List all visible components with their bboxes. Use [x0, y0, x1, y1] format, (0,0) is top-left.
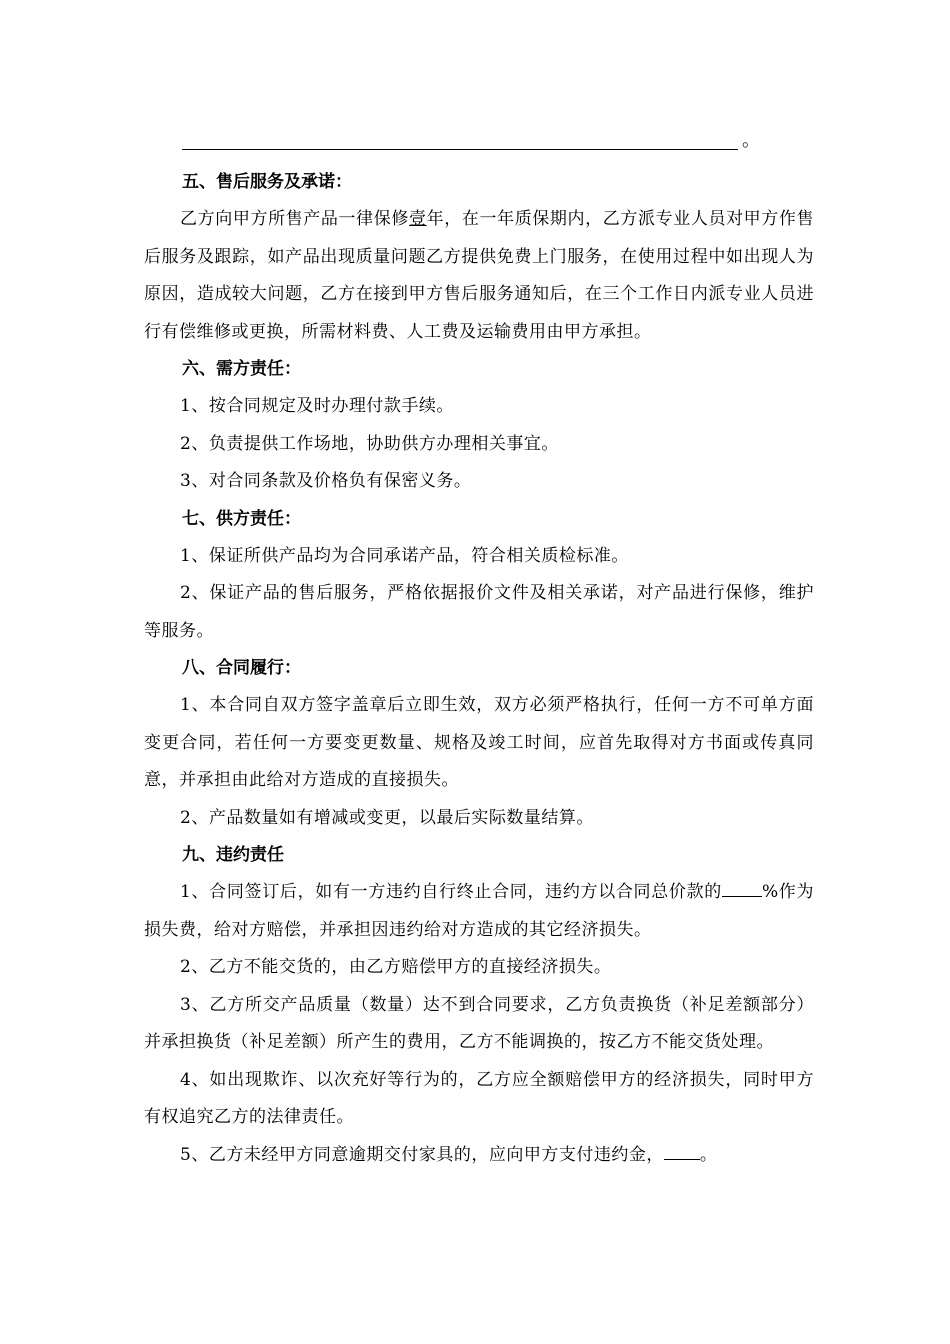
section-6-item-3: 3、对合同条款及价格负有保密义务。 — [180, 471, 472, 491]
section-9-item-4: 4、如出现欺诈、以次充好等行为的，乙方应全额赔偿甲方的经济损失，同时甲方有权追究乙方的法律责任。 — [144, 1069, 814, 1127]
section-5-paragraph — [144, 201, 814, 351]
section-5-heading: 五、售后服务及承诺： — [182, 172, 352, 192]
section-9-item-1 — [144, 874, 814, 949]
section-9-item-3: 3、乙方所交产品质量（数量）达不到合同要求，乙方负责换货（补足差额部分）并承担换货（补足差额）所产生的费用，乙方不能调换的，按乙方不能交货处理。 — [144, 994, 814, 1052]
section-7-item-1: 1、保证所供产品均为合同承诺产品，符合相关质检标准。 — [180, 545, 629, 566]
penalty-blank — [664, 1142, 700, 1160]
text-run: 年，在一年质保期内，乙方派专业人员对甲方作售后服务及跟踪，如产品出现质量问题乙方提供免费上门服务，在使用过程中如出现人为原因，造成较大问题，乙方在接到甲方售后服务通知后，在三个工作日内派专业人员进行有偿维修或更换，所需材料费、人工费及运输费用由甲方承担。 — [144, 209, 815, 342]
section-8-item-1: 1、本合同自双方签字盖章后立即生效，双方必须严格执行，任何一方不可单方面变更合同，若任何一方要变更数量、规格及竣工时间，应首先取得对方书面或传真同意，并承担由此给对方造成的直接损失。 — [144, 695, 814, 790]
section-8-item-2: 2、产品数量如有增减或变更，以最后实际数量结算。 — [180, 807, 594, 828]
text-run: 乙方向甲方所售产品一律保修 — [180, 209, 409, 229]
fill-in-line — [182, 128, 814, 150]
text-run: 5、乙方未经甲方同意逾期交付家具的，应向甲方支付违约金， — [180, 1144, 664, 1165]
section-7-heading: 七、供方责任： — [182, 508, 301, 529]
line-end-mark: 。 — [742, 130, 760, 151]
section-7-item-2: 2、保证产品的售后服务，严格依据报价文件及相关承诺，对产品进行保修，维护等服务。 — [144, 583, 814, 641]
section-9-heading: 九、违约责任 — [182, 845, 284, 865]
section-6-item-2: 2、负责提供工作场地，协助供方办理相关事宜。 — [180, 433, 559, 454]
section-9-item-5 — [144, 1137, 814, 1175]
section-6-item-1: 1、按合同规定及时办理付款手续。 — [180, 396, 454, 416]
text-run: %作为损失费，给对方赔偿，并承担因违约给对方造成的其它经济损失。 — [144, 882, 814, 940]
section-8-heading: 八、合同履行： — [182, 658, 301, 678]
text-run: 。 — [699, 1144, 718, 1165]
document-body — [144, 128, 814, 1174]
blank-rule — [182, 131, 738, 150]
text-run: 1、合同签订后，如有一方违约自行终止合同，违约方以合同总价款的 — [180, 882, 722, 902]
warranty-years-underlined: 壹 — [409, 209, 427, 229]
section-9-item-2: 2、乙方不能交货的，由乙方赔偿甲方的直接经济损失。 — [180, 957, 612, 977]
section-6-heading: 六、需方责任： — [182, 359, 301, 379]
percentage-blank — [722, 879, 762, 897]
